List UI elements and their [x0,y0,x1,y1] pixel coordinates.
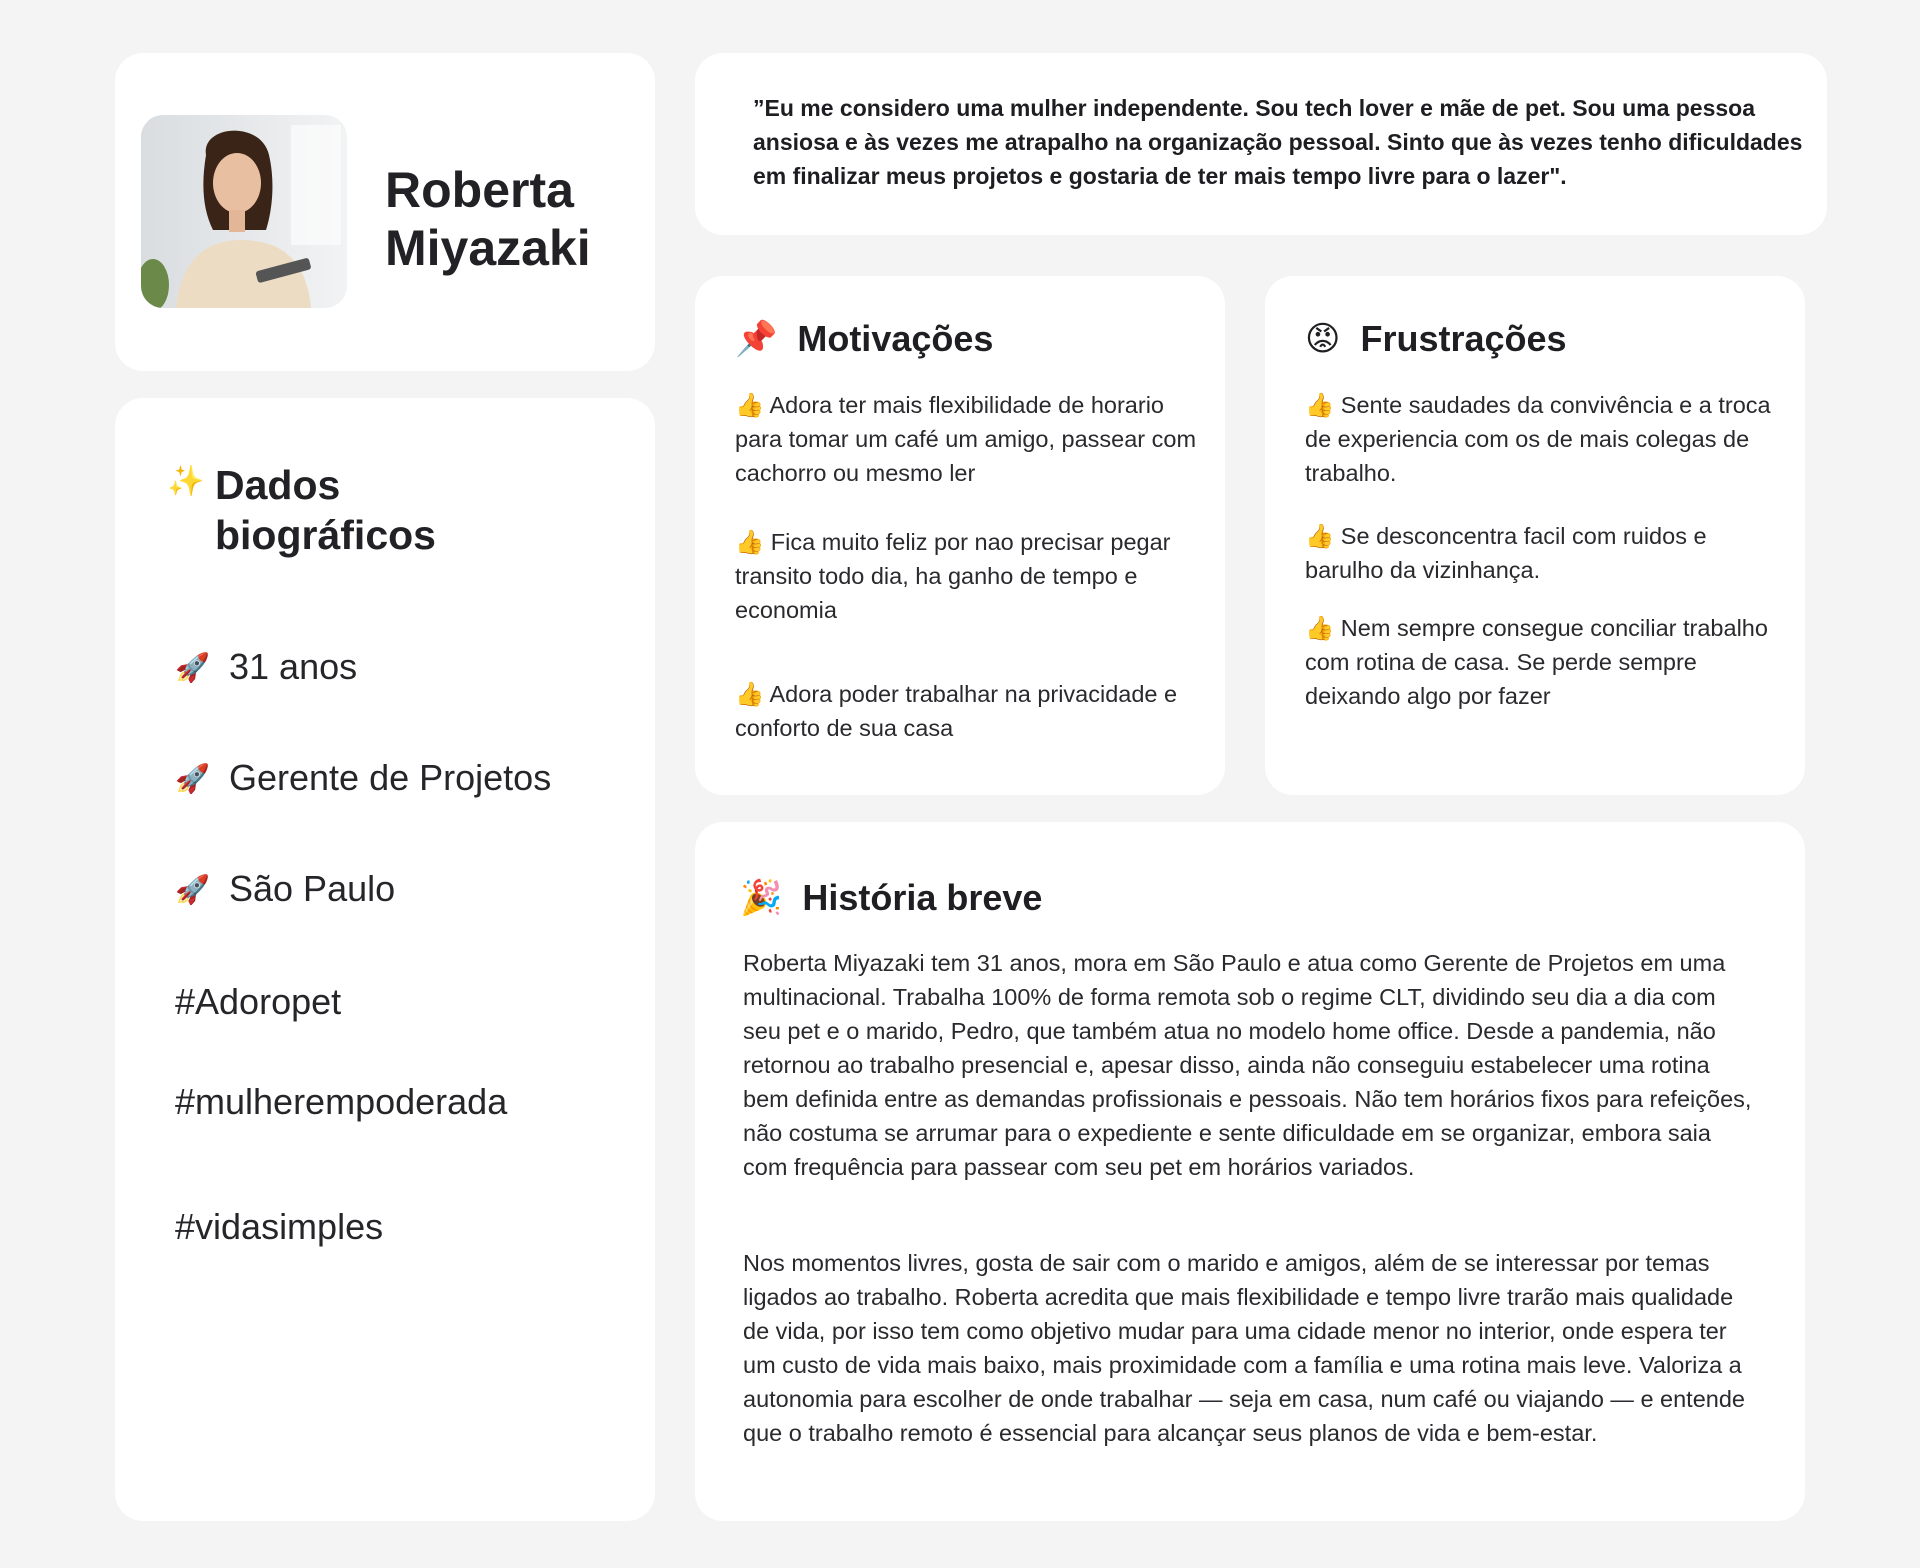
list-item: 👍 Sente saudades da convivência e a troca de experiencia com os de mais colegas de trabalho. [1305,392,1771,486]
angry-face-icon: 😡 [1305,320,1341,358]
persona-name: Roberta Miyazaki [385,162,591,276]
bio-title: Dados biográficos [215,462,436,558]
thumbs-up-icon: 👍 [1305,615,1335,641]
quote-card [695,53,1827,235]
rocket-icon: 🚀 [175,651,210,683]
hashtag: #mulherempoderada [175,1081,508,1122]
motivations-card [695,276,1225,795]
hashtag: #Adoropet [175,981,342,1022]
persona-quote: ”Eu me considero uma mulher independente. Sou tech lover e mãe de pet. Sou uma pessoa ansiosa e às vezes me atrapalho na organização pessoal. Sinto que às vezes tenho dificuldades em finalizar meus projetos e gostaria de ter mais tempo livre para o lazer". [753,95,1803,189]
list-item: 👍 Adora ter mais flexibilidade de horario para tomar um café um amigo, passear com cachorro ou mesmo ler [735,392,1197,486]
bio-heading [167,460,535,560]
sparkles-icon: ✨ [167,465,205,498]
thumbs-up-icon: 👍 [735,529,765,555]
thumbs-up-icon: 👍 [735,681,765,707]
bio-item-age: 🚀 31 anos [175,646,358,687]
rocket-icon: 🚀 [175,762,210,794]
list-item: 👍 Nem sempre consegue conciliar trabalho com rotina de casa. Se perde sempre deixando algo por fazer [1305,615,1768,709]
frustrations-heading: 😡 Frustrações [1305,318,1567,359]
thumbs-up-icon: 👍 [1305,523,1335,549]
list-item: 👍 Fica muito feliz por nao precisar pegar transito todo dia, ha ganho de tempo e economia [735,529,1171,623]
story-paragraph: Nos momentos livres, gosta de sair com o marido e amigos, além de se interessar por temas ligados ao trabalho. Roberta acredita que mais flexibilidade e tempo livre trarão mais qualidade de vida, por isso tem como objetivo mudar para uma cidade menor no interior, onde espera ter um custo de vida mais baixo, mais proximidade com a família e uma rotina mais leve. Valoriza a autonomia para escolher de onde trabalhar — seja em casa, num café ou viajando — e entende que o trabalho remoto é essencial para alcançar seus planos de vida e bem-estar. [743,1250,1745,1446]
party-popper-icon: 🎉 [740,879,783,917]
list-item: 👍 Adora poder trabalhar na privacidade e conforto de sua casa [735,681,1178,741]
pushpin-icon: 📌 [735,320,778,358]
bio-item-city: 🚀 São Paulo [175,868,396,909]
hashtag: #vidasimples [175,1206,384,1247]
thumbs-up-icon: 👍 [735,392,765,418]
story-card [695,822,1805,1521]
frustrations-card [1265,276,1805,795]
avatar [141,115,347,308]
story-paragraph: Roberta Miyazaki tem 31 anos, mora em São Paulo e atua como Gerente de Projetos em uma multinacional. Trabalha 100% de forma remota sob o regime CLT, dividindo seu dia a dia com seu pet e o marido, Pedro, que também atua no modelo home office. Desde a pandemia, não retornou ao trabalho presencial e, apesar disso, ainda não conseguiu estabelecer uma rotina bem definida entre as demandas profissionais e pessoais. Não tem horários fixos para refeições, não costuma se arrumar para o expediente e sente dificuldade em se organizar, embora saia com frequência para passear com seu pet em horários variados. [743,950,1752,1180]
thumbs-up-icon: 👍 [1305,392,1335,418]
story-heading: 🎉 História breve [740,877,1043,918]
profile-card [115,53,655,371]
motivations-heading: 📌 Motivações [735,318,994,359]
bio-item-role: 🚀 Gerente de Projetos [175,757,552,798]
bio-card [115,398,655,1521]
rocket-icon: 🚀 [175,873,210,905]
list-item: 👍 Se desconcentra facil com ruidos e barulho da vizinhança. [1305,523,1707,583]
